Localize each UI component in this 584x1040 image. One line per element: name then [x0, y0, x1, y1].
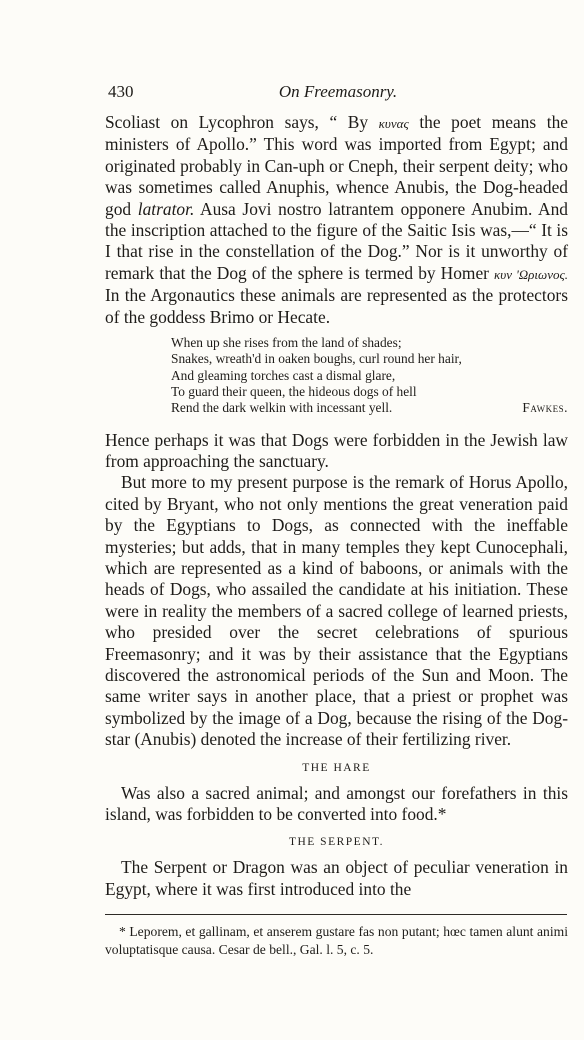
verse-line: Rend the dark welkin with incessant yell. — [171, 400, 393, 416]
paragraph-hare: Was also a sacred animal; and amongst our forefathers in this island, was forbidden to be converted into food.* — [105, 782, 568, 825]
paragraph-text: the poet means the ministers of Apollo.” This word was imported from Egypt; and originated probably in Can-uph or Cneph, their serpent deity; who was sometimes called Anuphis, whence Anubis, the Dog-headed god — [105, 112, 568, 219]
footnote: * Leporem, et gallinam, et anserem gustare fas non putant; hœc tamen alunt animi voluptatisque causa. Cesar de bell., Gal. l. 5, c. 5. — [105, 924, 568, 957]
verse-line: To guard their queen, the hideous dogs of hell — [171, 383, 417, 399]
footnote-divider — [105, 914, 567, 915]
running-title: On Freemasonry. — [278, 82, 398, 101]
paragraph-horus-apollo: But more to my present purpose is the remark of Horus Apollo, cited by Bryant, who not only mentions the great veneration paid by the Egyptians to Dogs, as connected with the ineffable mysteries; but adds, that in many temples they kept Cunocephali, which are represented as a kind of baboons, or animals with the heads of Dogs, who assailed the candidate at his initiation. These were in reality the members of a sacred college of learned priests, who presided over the secret celebrations of spurious Freemasonry; and it was by their assistance that the Egyptians discovered the astronomical periods of the Sun and Moon. The same writer says in another place, that a priest or prophet was symbolized by the image of a Dog, because the rising of the Dog-star (Anubis) denoted the increase of their fertilizing river. — [105, 472, 568, 750]
section-heading-hare: THE HARE — [302, 761, 371, 774]
running-header — [108, 82, 568, 106]
page-body — [105, 112, 568, 958]
greek-phrase: κυν 'Ωριωνος. — [494, 266, 568, 282]
paragraph-text: In the Argonautics these animals are represented as the protectors of the goddess Brimo or Hecate. — [105, 285, 568, 327]
page-number: 430 — [108, 82, 134, 101]
latin-word: latrator. — [137, 198, 195, 219]
verse-attribution: Fawkes. — [522, 400, 568, 416]
verse-last-line — [171, 400, 568, 416]
verse-line: When up she rises from the land of shades; — [171, 335, 402, 351]
paragraph-text: Scoliast on Lycophron says, “ By — [105, 112, 379, 132]
verse-line: And gleaming torches cast a dismal glare, — [171, 367, 396, 383]
verse-line: Snakes, wreath'd in oaken boughs, curl round her hair, — [171, 351, 462, 367]
paragraph-serpent: The Serpent or Dragon was an object of peculiar veneration in Egypt, where it was first introduced into the — [105, 857, 568, 899]
greek-word: κυνας — [378, 116, 409, 131]
paragraph-jewish-law: Hence perhaps it was that Dogs were forbidden in the Jewish law from approaching the sanctuary. — [105, 429, 568, 471]
paragraph-text: Ausa Jovi nostro latrantem opponere Anubim. And the inscription attached to the figure of the Saitic Isis was,—“ It is I that rise in the constellation of the Dog.” Nor is it unworthy of remark that the Dog of the sphere is termed by Homer — [105, 198, 569, 283]
verse-quotation — [171, 335, 568, 416]
section-heading-serpent: THE SERPENT. — [288, 836, 385, 849]
paragraph-lycophron — [105, 112, 568, 328]
